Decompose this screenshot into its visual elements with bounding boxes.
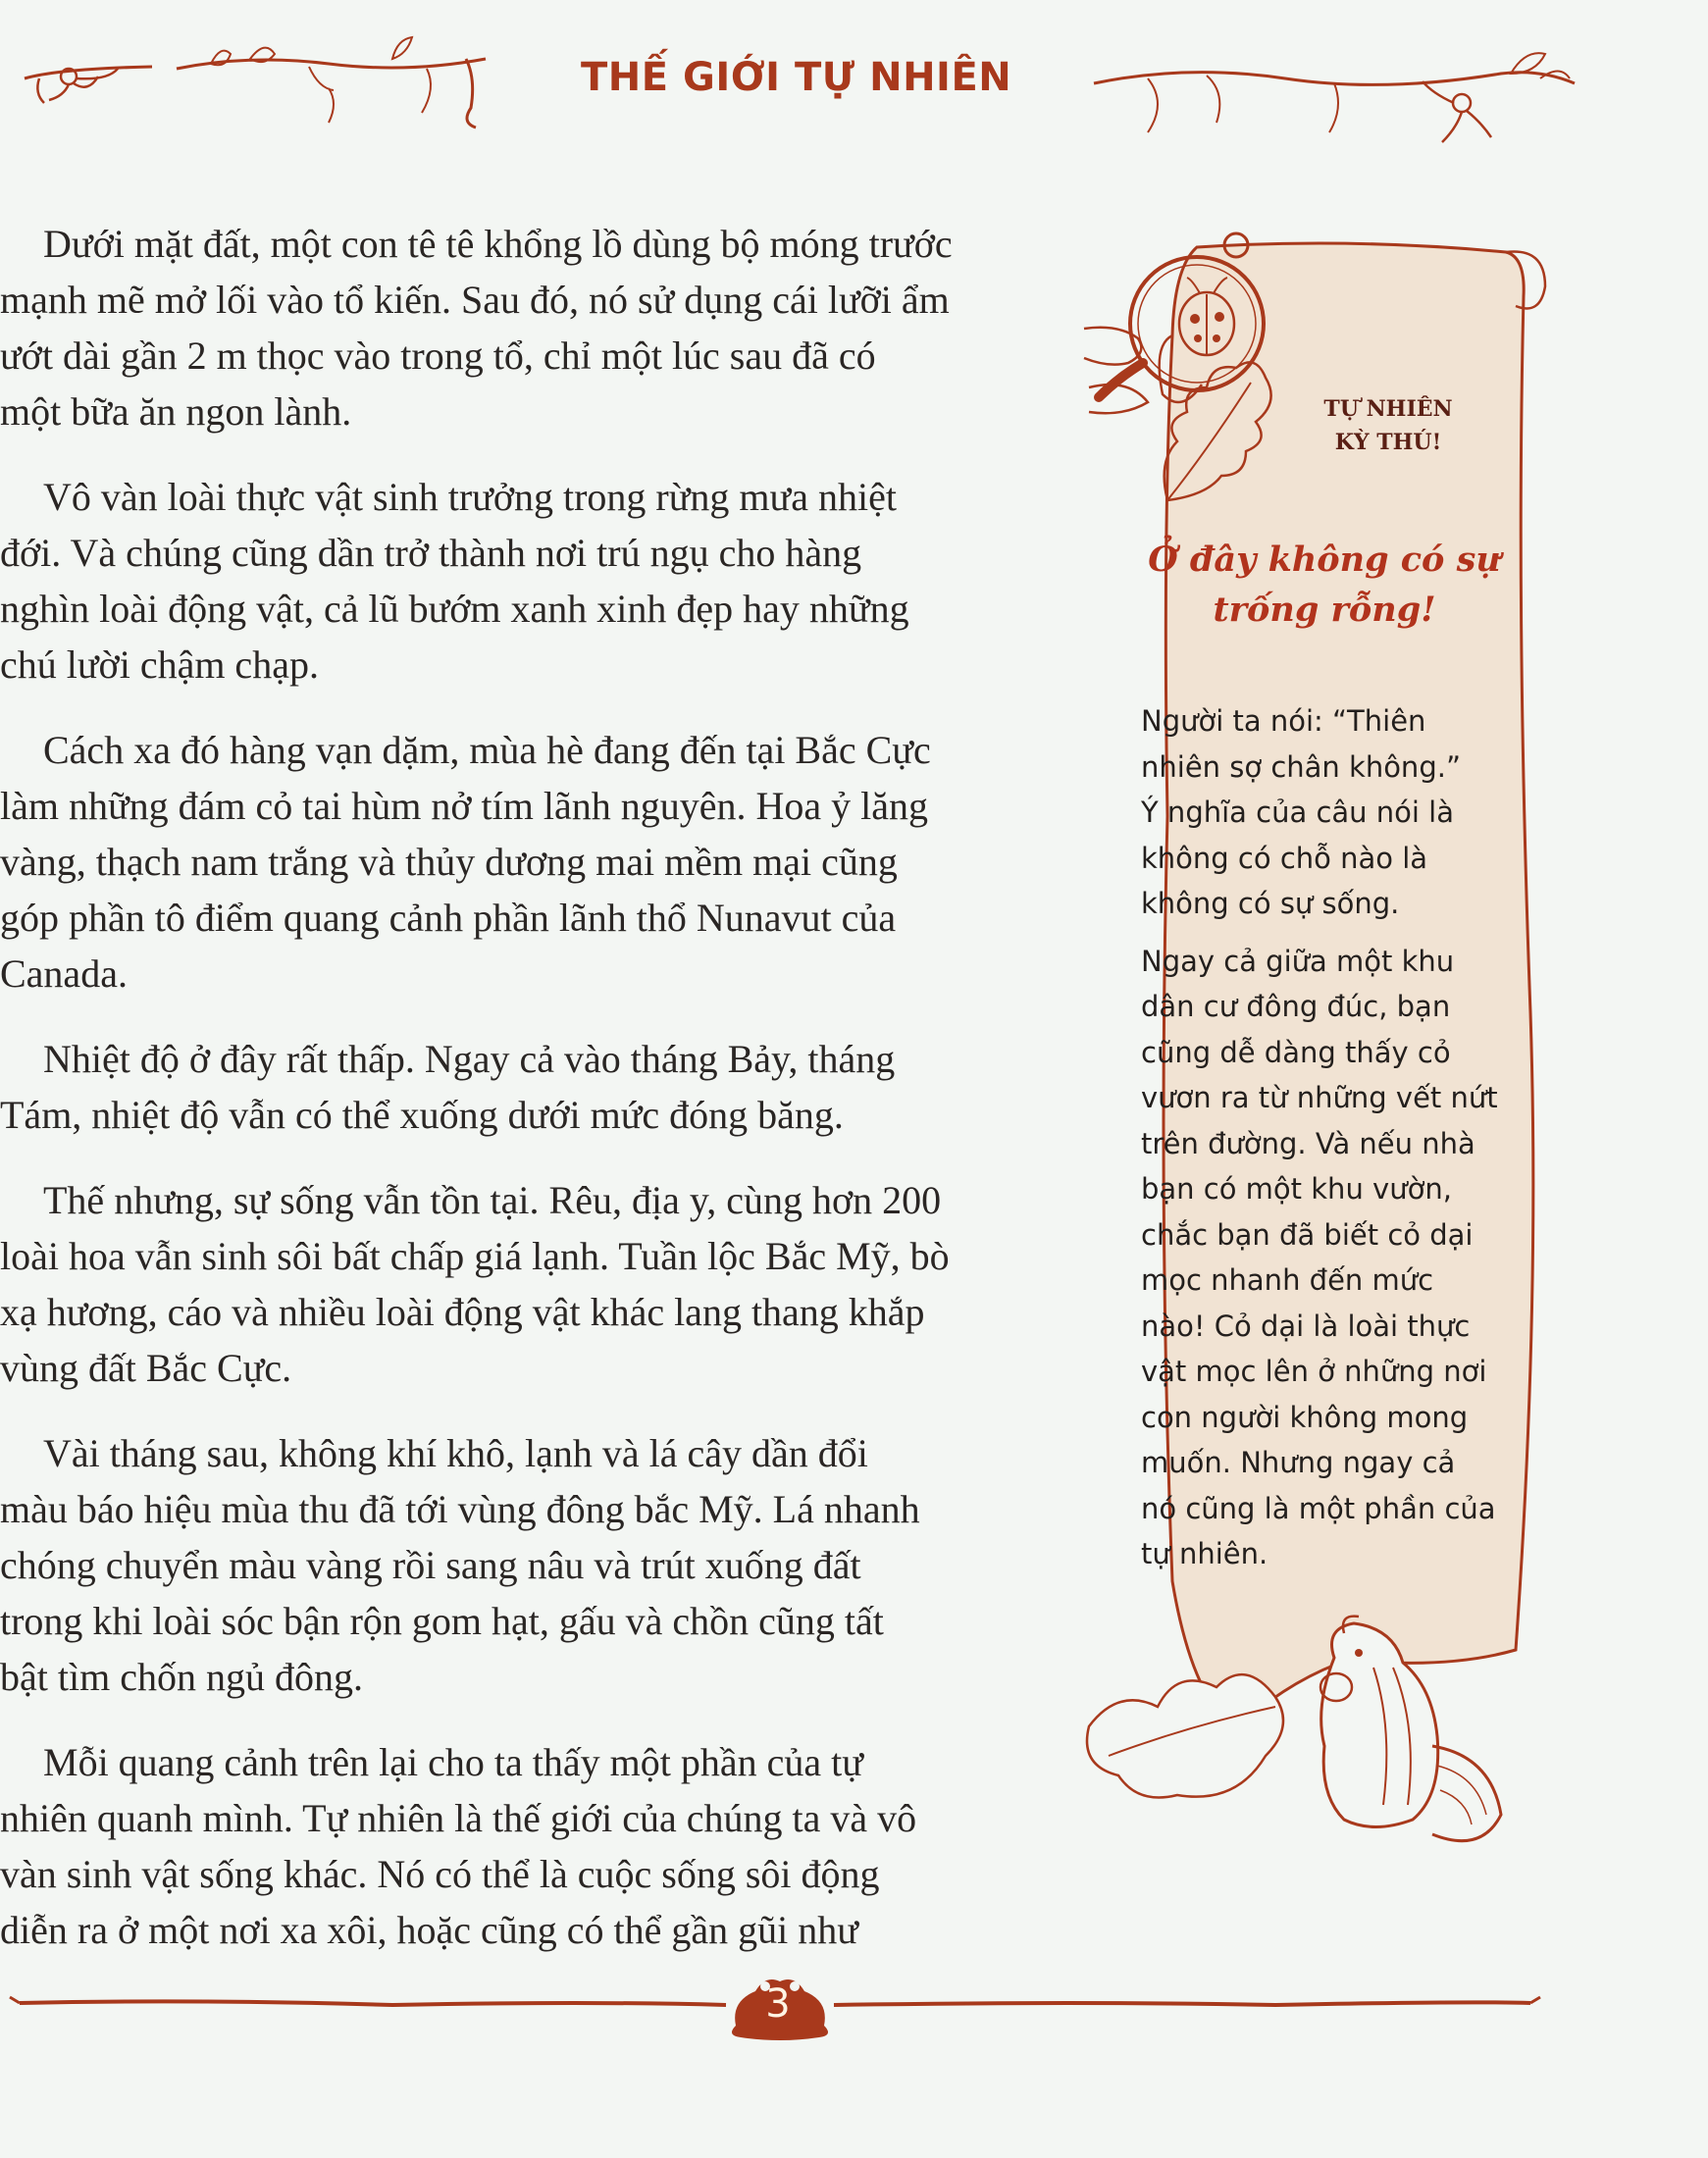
text-line: Cách xa đó hàng vạn dặm, mùa hè đang đến tại Bắc Cực xyxy=(43,728,931,772)
text-line: màu báo hiệu mùa thu đã tới vùng đông bắc Mỹ. Lá nhanh xyxy=(0,1487,920,1531)
sidebar-text-line: vật mọc lên ở những nơi xyxy=(1141,1355,1487,1388)
text-line: Vô vàn loài thực vật sinh trưởng trong rừng mưa nhiệt xyxy=(43,475,897,519)
sidebar-text-line: Người ta nói: “Thiên xyxy=(1141,704,1426,738)
text-line: diễn ra ở một nơi xa xôi, hoặc cũng có thể gần gũi như xyxy=(0,1908,858,1952)
text-line: Vài tháng sau, không khí khô, lạnh và lá cây dần đổi xyxy=(43,1431,868,1475)
text-line: vàng, thạch nam trắng và thủy dương mai mềm mại cũng xyxy=(0,840,898,884)
sidebar-title-line: trống rỗng! xyxy=(1213,590,1436,630)
paragraph xyxy=(0,1734,1064,1958)
text-line: làm những đám cỏ tai hùm nở tím lãnh nguyên. Hoa ỷ lăng xyxy=(0,784,928,828)
text-line: Canada. xyxy=(0,951,128,996)
text-line: Nhiệt độ ở đây rất thấp. Ngay cả vào tháng Bảy, tháng xyxy=(43,1037,896,1081)
sidebar-text-line: không có chỗ nào là xyxy=(1141,841,1428,875)
sidebar-heading-line: KỲ THÚ! xyxy=(1334,430,1442,455)
text-line: loài hoa vẫn sinh sôi bất chấp giá lạnh. Tuần lộc Bắc Mỹ, bò xyxy=(0,1234,950,1278)
text-line: trong khi loài sóc bận rộn gom hạt, gấu và chồn cũng tất xyxy=(0,1599,884,1643)
text-line: Thế nhưng, sự sống vẫn tồn tại. Rêu, địa y, cùng hơn 200 xyxy=(43,1178,942,1222)
sidebar-text-line: trên đường. Và nếu nhà xyxy=(1141,1126,1475,1160)
chipmunk-icon xyxy=(1079,1609,1521,1864)
text-line: chóng chuyển màu vàng rồi sang nâu và trút xuống đất xyxy=(0,1543,861,1587)
text-line: bật tìm chốn ngủ đông. xyxy=(0,1655,363,1699)
sidebar-title xyxy=(1118,535,1530,635)
sidebar-text-line: cũng dễ dàng thấy cỏ xyxy=(1141,1035,1451,1069)
sidebar-text-line: muốn. Nhưng ngay cả xyxy=(1141,1446,1456,1479)
sidebar-heading-line: TỰ NHIÊN xyxy=(1323,396,1453,422)
sidebar-text-line: bạn có một khu vườn, xyxy=(1141,1172,1452,1206)
branch-icon xyxy=(172,29,495,137)
text-line: một bữa ăn ngon lành. xyxy=(0,389,352,434)
vine-icon xyxy=(1089,34,1579,152)
monkey-icon xyxy=(20,39,157,108)
text-line: vùng đất Bắc Cực. xyxy=(0,1346,292,1390)
page-number: 3 xyxy=(765,1981,791,2027)
sidebar-text-line: con người không mong xyxy=(1141,1400,1469,1434)
sidebar-text-line: nào! Cỏ dại là loài thực xyxy=(1141,1309,1471,1343)
sidebar-text-line: nhiên sợ chân không.” xyxy=(1141,749,1461,784)
sidebar-title-line: Ở đây không có sự xyxy=(1148,540,1501,580)
sidebar-text-line: tự nhiên. xyxy=(1141,1537,1268,1570)
sidebar-text-line: Ý nghĩa của câu nói là xyxy=(1141,796,1454,829)
text-line: nghìn loài động vật, cả lũ bướm xanh xinh đẹp hay những xyxy=(0,587,909,631)
paragraph-gap xyxy=(1141,927,1524,939)
text-line: mạnh mẽ mở lối vào tổ kiến. Sau đó, nó sử dụng cái lưỡi ẩm xyxy=(0,278,950,322)
text-line: Dưới mặt đất, một con tê tê khổng lồ dùng bộ móng trước xyxy=(43,222,953,266)
sidebar-text-line: dân cư đông đúc, bạn xyxy=(1141,990,1451,1023)
sidebar-text xyxy=(1141,698,1524,1577)
text-line: góp phần tô điểm quang cảnh phần lãnh thổ Nunavut của xyxy=(0,896,897,940)
footer-divider xyxy=(0,1962,1708,2040)
paragraph xyxy=(0,469,1064,693)
page-header xyxy=(0,0,1708,147)
paragraph xyxy=(0,1425,1064,1705)
sidebar-heading xyxy=(1275,392,1501,459)
text-line: nhiên quanh mình. Tự nhiên là thế giới của chúng ta và vô xyxy=(0,1796,917,1840)
sidebar-text-line: vươn ra từ những vết nứt xyxy=(1141,1081,1498,1114)
sidebar-text-line: mọc nhanh đến mức xyxy=(1141,1263,1434,1297)
sidebar-text-line: không có sự sống. xyxy=(1141,887,1400,920)
paragraph xyxy=(0,1031,1064,1143)
text-line: Mỗi quang cảnh trên lại cho ta thấy một phần của tự xyxy=(43,1740,863,1784)
sidebar-text-line: chắc bạn đã biết cỏ dại xyxy=(1141,1217,1474,1252)
text-line: xạ hương, cáo và nhiều loài động vật khác lang thang khắp xyxy=(0,1290,925,1334)
text-line: vàn sinh vật sống khác. Nó có thể là cuộc sống sôi động xyxy=(0,1852,880,1896)
oak-leaf-icon xyxy=(1138,334,1285,510)
text-line: chú lười chậm chạp. xyxy=(0,642,319,687)
text-line: Tám, nhiệt độ vẫn có thể xuống dưới mức đóng băng. xyxy=(0,1093,844,1137)
page-title: THẾ GIỚI TỰ NHIÊN xyxy=(581,55,1012,100)
text-line: đới. Và chúng cũng dần trở thành nơi trú ngụ cho hàng xyxy=(0,531,862,575)
paragraph xyxy=(0,1172,1064,1396)
text-line: ướt dài gần 2 m thọc vào trong tổ, chỉ một lúc sau đã có xyxy=(0,334,876,378)
paragraph xyxy=(0,216,1064,439)
paragraph xyxy=(0,722,1064,1002)
sidebar-text-line: Ngay cả giữa một khu xyxy=(1141,944,1455,978)
article-body xyxy=(0,216,1064,1987)
sidebar-text-line: nó cũng là một phần của xyxy=(1141,1491,1496,1525)
